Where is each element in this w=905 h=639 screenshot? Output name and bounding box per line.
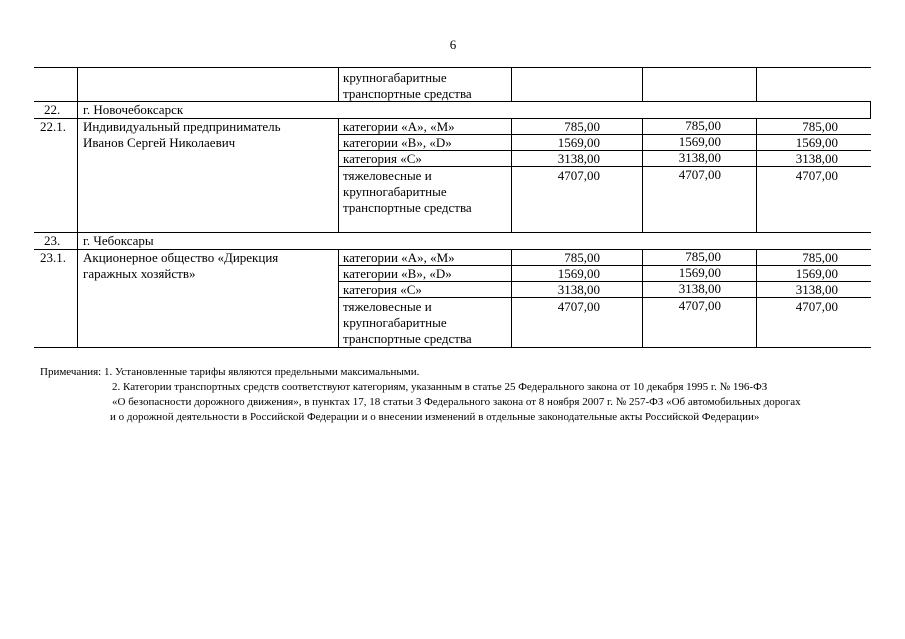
section-city: г. Новочебоксарск — [83, 102, 184, 117]
section-number: 23. — [44, 233, 61, 248]
table-top-border — [34, 67, 871, 68]
tariff-value: 4707,00 — [678, 167, 721, 182]
category-cell-line: крупногабаритные — [343, 70, 447, 85]
tariff-value: 785,00 — [685, 118, 721, 133]
section-row-right-border — [870, 101, 871, 118]
tariff-value: 3138,00 — [795, 151, 838, 166]
tariff-value: 4707,00 — [795, 168, 838, 183]
tariff-value: 1569,00 — [678, 134, 721, 149]
category-cell-line: крупногабаритные — [343, 315, 447, 330]
tariff-value: 3138,00 — [678, 281, 721, 296]
note-line: 2. Категории транспортных средств соответствуют категориям, указанным в статье 25 Федерального закона от 10 декабря 1995 г. № 196-ФЗ — [112, 381, 768, 393]
tariff-value: 4707,00 — [557, 299, 600, 314]
category-cell-line: транспортные средства — [343, 86, 472, 101]
tariff-value: 3138,00 — [557, 282, 600, 297]
tariff-value: 3138,00 — [557, 151, 600, 166]
tariff-value: 3138,00 — [795, 282, 838, 297]
organization-name-line: Акционерное общество «Дирекция — [83, 250, 279, 265]
page-number: 6 — [449, 37, 457, 52]
tariff-value: 4707,00 — [678, 298, 721, 313]
tariff-value: 785,00 — [685, 249, 721, 264]
section-row-border — [34, 232, 871, 233]
entry-col-divider — [77, 118, 78, 232]
entry-col-divider — [77, 249, 78, 347]
tariff-value: 4707,00 — [795, 299, 838, 314]
section-row-left-divider — [77, 101, 78, 118]
entry-col-divider — [338, 118, 339, 232]
category-cell: категории «А», «М» — [343, 119, 455, 134]
section-row-left-divider — [77, 232, 78, 249]
entry-col-divider — [338, 249, 339, 347]
tariff-value: 1569,00 — [795, 135, 838, 150]
organization-name-line: Индивидуальный предприниматель — [83, 119, 281, 134]
entry-number: 22.1. — [40, 119, 66, 134]
note-line: «О безопасности дорожного движения», в пунктах 17, 18 статьи 3 Федерального закона от 8 ноября 2007 г. № 257-ФЗ «Об автомобильных дорогах — [112, 396, 801, 408]
organization-name-line: гаражных хозяйств» — [83, 266, 196, 281]
carryover-col-divider — [756, 67, 757, 101]
carryover-col-divider — [642, 67, 643, 101]
carryover-col-divider — [511, 67, 512, 101]
tariff-value: 4707,00 — [557, 168, 600, 183]
tariff-value: 785,00 — [564, 119, 600, 134]
tariff-value: 785,00 — [564, 250, 600, 265]
note-line: и о дорожной деятельности в Российской Федерации и о внесении изменений в отдельные законодательные акты Российской Федерации» — [110, 411, 760, 423]
tariff-value: 1569,00 — [678, 265, 721, 280]
section-number: 22. — [44, 102, 61, 117]
tariff-value: 1569,00 — [795, 266, 838, 281]
tariff-value: 3138,00 — [678, 150, 721, 165]
section-city: г. Чебоксары — [83, 233, 154, 248]
notes-block — [40, 365, 870, 425]
category-cell-line: транспортные средства — [343, 200, 472, 215]
carryover-col-divider — [77, 67, 78, 101]
carryover-col-divider — [338, 67, 339, 101]
category-cell: категория «С» — [343, 151, 422, 166]
category-cell-line: тяжеловесные и — [343, 299, 432, 314]
category-cell: категории «В», «D» — [343, 266, 452, 281]
category-cell: категории «В», «D» — [343, 135, 452, 150]
category-cell-line: тяжеловесные и — [343, 168, 432, 183]
tariff-value: 785,00 — [802, 119, 838, 134]
note-line: Примечания: 1. Установленные тарифы являются предельными максимальными. — [40, 366, 420, 378]
category-cell: категории «А», «М» — [343, 250, 455, 265]
organization-name-line: Иванов Сергей Николаевич — [83, 135, 236, 150]
category-cell-line: транспортные средства — [343, 331, 472, 346]
table-bottom-border — [34, 347, 871, 348]
entry-number: 23.1. — [40, 250, 66, 265]
tariff-value: 785,00 — [802, 250, 838, 265]
tariff-value: 1569,00 — [557, 135, 600, 150]
tariff-value: 1569,00 — [557, 266, 600, 281]
category-cell-line: крупногабаритные — [343, 184, 447, 199]
category-cell: категория «С» — [343, 282, 422, 297]
